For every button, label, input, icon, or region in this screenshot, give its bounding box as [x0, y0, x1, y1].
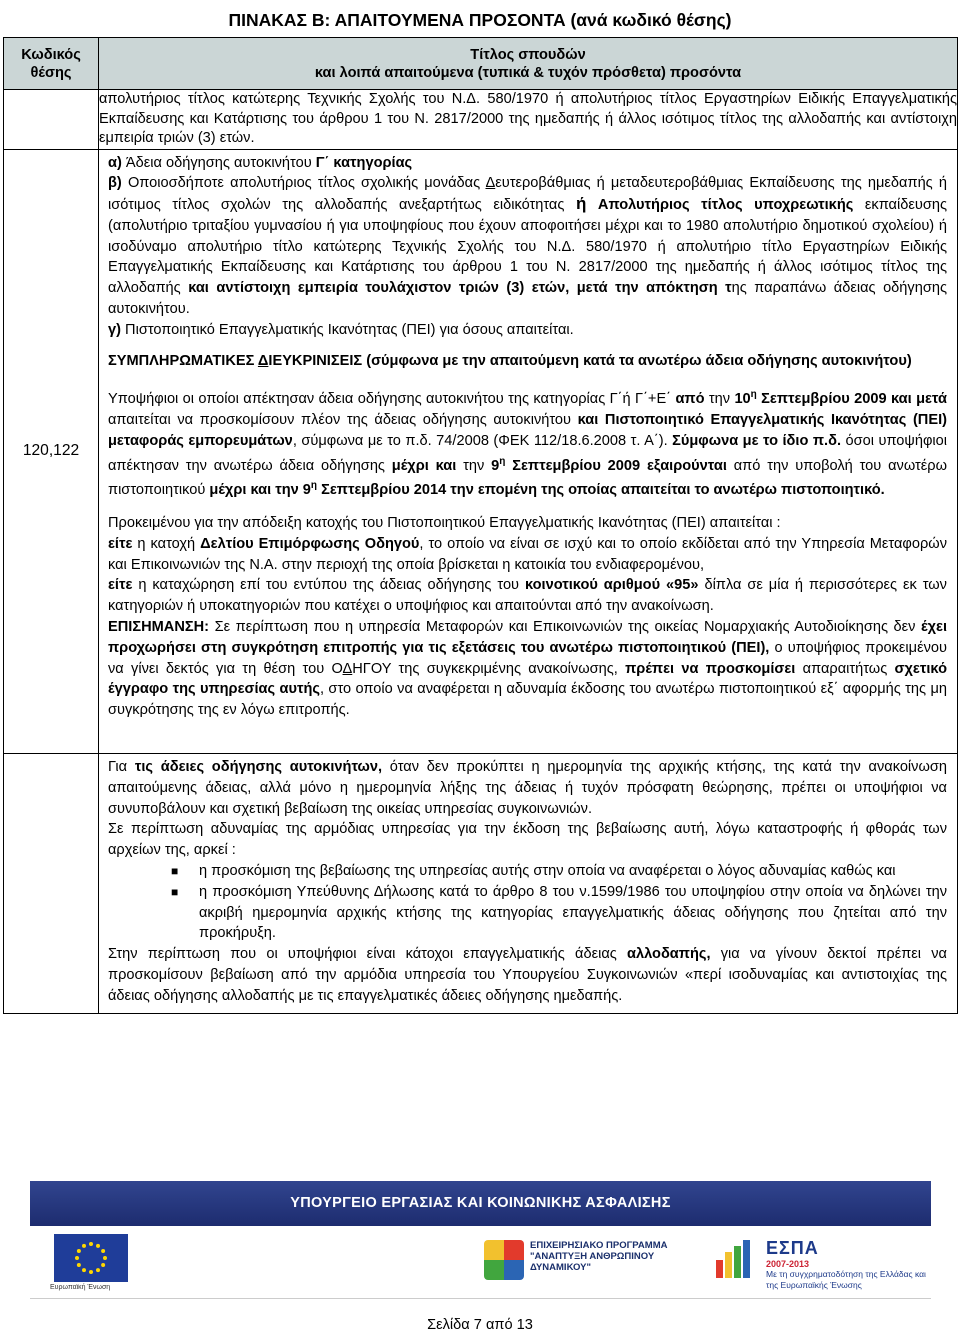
espa-text: [766, 1238, 926, 1291]
op-line1: ΕΠΙΧΕΙΡΗΣΙΑΚΟ ΠΡΟΓΡΑΜΜΑ: [530, 1240, 668, 1251]
footer-banner: [30, 1181, 931, 1298]
req-c: [108, 320, 947, 341]
p8-t2: για να γίνουν δεκτοί πρέπει να προσκομίσουν βεβαίωση από την αρμόδια υπηρεσία του Υπουργείου Συγκοινωνιών «περί ισοδυναμίας και αντιστοιχίας της άδειας οδήγησης αλλοδαπής με τις επαγγελματικές άδειες οδήγησης ημεδαπής.: [108, 946, 947, 1004]
req-b-or: ή: [575, 194, 587, 214]
p1-b10: Σεπτεμβρίου 2014 την επομένη της οποίας απαιτείται το ανωτέρω πιστοποιητικό.: [317, 482, 885, 499]
list-item: ■ η προσκόμιση Υπεύθυνης Δήλωσης κατά το άρθρο 8 του ν.1599/1986 του υποψηφίου στην οποία να δηλώνει την ακριβή ημερομηνία αρχικής κτήσης της κατηγορίας επαγγελματικής άδειας οδήγησης που ζητείται από την προκήρυξη.: [108, 882, 947, 944]
page-number: Σελίδα 7 από 13: [427, 1317, 533, 1333]
p1-b4: και Πιστοποιητικό Επαγγελματικής Ικανότητας (ΠΕΙ) μεταφοράς εμπορευμάτων: [108, 412, 947, 449]
espa-years: 2007-2013: [766, 1259, 810, 1269]
para-3: [108, 534, 947, 576]
p8-b1: αλλοδαπής,: [627, 946, 711, 963]
req-b: [108, 173, 947, 320]
p1-sup2: η: [499, 455, 506, 467]
eu-star: [96, 1268, 100, 1272]
text-cell-notes: [99, 754, 958, 1014]
bullet-list: [108, 861, 947, 944]
col-header-title-line2: και λοιπά απαιτούμενα (τυπικά & τυχόν πρόσθετα) προσόντα: [314, 64, 742, 81]
p5-b3: πρέπει να προσκομίσει: [625, 660, 796, 677]
para-7: Σε περίπτωση αδυναμίας της αρμόδιας υπηρεσίας για την έκδοση της βεβαίωσης αυτή, λόγω καταστροφής ή φθοράς των αρχείων της, αρκεί :: [108, 821, 947, 859]
p5-t4: απαραιτήτως: [795, 660, 895, 677]
req-b-label: β): [108, 175, 128, 192]
req-b-t3b: και αντίστοιχη εμπειρία τουλάχιστον τριών (3) ετών, μετά την απόκτηση τ: [188, 280, 732, 297]
req-a-cat: Γ΄ κατηγορίας: [315, 154, 413, 171]
eu-star: [96, 1244, 100, 1248]
eu-star: [89, 1270, 93, 1274]
espa-logo-icon: [714, 1236, 760, 1282]
p1-t4: , σύμφωνα με το π.δ. 74/2008 (ΦΕΚ 112/18.6.2008 τ. Α΄).: [292, 432, 673, 449]
p4-b1: είτε: [108, 577, 133, 594]
req-b-t1u: Δ: [485, 175, 496, 192]
p5-b2: έχει προχωρήσει στη συγκρότηση επιτροπής για τις εξετάσεις του ανωτέρω πιστοποιητικού (ΠΕΙ),: [108, 619, 947, 656]
req-c-label: γ): [108, 321, 126, 338]
supp-heading-1: ΣΥΜΠΛΗΡΩΜΑΤΙΚΕΣ: [108, 352, 258, 369]
req-a-text: Άδεια οδήγησης αυτοκινήτου: [125, 154, 316, 171]
req-a-label: α): [108, 154, 126, 171]
p1-t5: όσοι υποψήφιοι απέκτησαν την ανωτέρω άδεια οδήγησης: [108, 432, 948, 474]
p6-t2: όταν δεν προκύπτει η ημερομηνία της αρχικής κτήσης, της κατά την ανακοίνωση απαιτούμενης άδειας, αλλά μόνο η ημερομηνία λήξης της άδειας ή τυχόν πρόσφατη θεώρησης, πρέπει οι υποψήφιοι να συνυποβάλουν και σχετική βεβαίωση της οικείας υπηρεσίας συγκοινωνιών.: [108, 759, 947, 817]
p1-b8: Σεπτεμβρίου 2009 εξαιρούνται: [505, 457, 727, 474]
p1-b3: Σεπτεμβρίου 2009 και μετά: [756, 391, 947, 408]
table-row-previous: [4, 90, 958, 150]
p1-b6: μέχρι και: [391, 457, 457, 474]
p6-t1: Για: [108, 759, 135, 775]
p5-t2: ο υποψήφιος προκειμένου να γίνει δεκτός για τη θέση του Ο: [108, 639, 947, 677]
p8-t1: Στην περίπτωση που οι υποψήφιοι είναι κάτοχοι επαγγελματικής άδειας: [108, 946, 628, 963]
req-b-t2b: Απολυτήριος τίτλος υποχρεωτικής: [597, 197, 854, 214]
p1-b5: Σύμφωνα με το ίδιο π.δ.: [672, 432, 841, 449]
req-c-text: Πιστοποιητικό Επαγγελματικής Ικανότητας (ΠΕΙ) για όσους απαιτείται.: [125, 321, 574, 338]
p1-t1: Υποψήφιοι οι οποίοι απέκτησαν άδεια οδήγησης αυτοκινήτου της κατηγορίας Γ΄ή Γ΄+Ε΄: [108, 391, 676, 408]
code-cell-previous: [4, 90, 99, 150]
col-header-title-line1: Τίτλος σπουδών: [470, 46, 586, 63]
p1-sup3: η: [310, 480, 318, 492]
req-b-t3: ης παραπάνω άδειας οδήγησης αυτοκινήτου.: [108, 280, 947, 318]
p3-t1: η κατοχή: [132, 535, 201, 552]
code-cell: 120,122: [4, 149, 99, 754]
espa-tagline: Με τη συγχρηματοδότηση της Ελλάδας και της Ευρωπαϊκής Ένωσης: [766, 1269, 926, 1290]
p1-b2: 10: [734, 391, 751, 408]
ministry-banner: ΥΠΟΥΡΓΕΙΟ ΕΡΓΑΣΙΑΣ ΚΑΙ ΚΟΙΝΩΝΙΚΗΣ ΑΣΦΑΛΙΣΗΣ: [30, 1181, 931, 1226]
requirements-table: [3, 37, 958, 1014]
p5-t5: , στο οποίο να αναφέρεται η αδυναμία έκδοσης του ανωτέρω πιστοποιητικού εξ΄ αφορμής της μη συγκρότησης της εν λόγω επιτροπής.: [108, 681, 947, 719]
table-header-row: [4, 38, 958, 90]
para-2: Προκειμένου για την απόδειξη κατοχής του Πιστοποιητικού Επαγγελματικής Ικανότητας (ΠΕΙ) απαιτείται :: [108, 515, 781, 532]
eu-star: [82, 1268, 86, 1272]
operational-programme-text: [530, 1240, 690, 1273]
p5-t1: Σε περίπτωση που η υπηρεσία Μεταφορών και Επικοινωνιών της οικείας Νομαρχιακής Αυτοδιοίκησης δεν: [209, 619, 922, 636]
table-row: [4, 149, 958, 754]
supp-heading-2: ΙΕΥΚΡΙΝΙΣΕΙΣ (σύμφωνα με την απαιτούμενη κατά τα ανωτέρω άδεια οδήγησης αυτοκινήτου): [268, 352, 912, 369]
para-4: [108, 575, 947, 617]
p1-t6: την: [456, 457, 492, 474]
eu-star: [89, 1242, 93, 1246]
para-5: [108, 617, 947, 721]
col-header-code-line2: θέσης: [30, 64, 72, 81]
supp-heading: [108, 351, 947, 372]
eu-stars-icon: [71, 1238, 111, 1278]
eu-star: [101, 1249, 105, 1253]
text-cell-previous: [99, 90, 958, 150]
p5-u1: Δ: [342, 660, 353, 677]
p1-b9: μέχρι και την 9: [209, 482, 311, 499]
eu-flag-icon: [54, 1234, 128, 1282]
p4-b2: κοινοτικού αριθμού «95»: [524, 577, 699, 594]
p3-b2: Δελτίου Επιμόρφωσης Οδηγού: [200, 535, 420, 552]
para-8: [108, 944, 947, 1006]
req-b-t1b: ευτεροβάθμιας ή μεταδευτεροβάθμιας Εκπαίδευσης της ημεδαπής ή ισότιμος τίτλος σχολών της αλλοδαπής ανεξαρτήτως ειδικότητας: [108, 175, 947, 214]
p6-b1: τις άδειες οδήγησης αυτοκινήτων,: [134, 759, 383, 775]
eu-caption: Ευρωπαϊκή Ένωση: [50, 1284, 111, 1291]
req-a: [108, 153, 947, 174]
col-header-code-line1: Κωδικός: [21, 46, 81, 63]
eu-star: [77, 1263, 81, 1267]
espa-name: ΕΣΠΑ: [766, 1238, 819, 1258]
p1-b7: 9: [491, 457, 500, 474]
page-title: ΠΙΝΑΚΑΣ Β: ΑΠΑΙΤΟΥΜΕΝΑ ΠΡΟΣΟΝΤΑ (ανά κωδικό θέσης): [228, 10, 732, 30]
p3-b1: είτε: [108, 535, 133, 552]
p1-t7: από την υποβολή του ανωτέρω πιστοποιητικού: [108, 457, 947, 499]
table-row-notes: [4, 754, 958, 1014]
col-header-code: [4, 38, 99, 90]
p1-t3: απαιτείται να προσκομίσουν πλέον της άδειας οδήγησης αυτοκινήτου: [108, 412, 578, 429]
supp-heading-u: Δ: [257, 352, 269, 369]
eu-star: [75, 1256, 79, 1260]
para-1: [108, 385, 947, 501]
p1-t2: την: [704, 391, 735, 408]
col-header-title: [99, 38, 958, 90]
p5-b4: σχετικό έγγραφο της υπηρεσίας αυτής: [108, 660, 947, 698]
p1-b1: από: [675, 391, 705, 408]
req-b-t1: Οποιοσδήποτε απολυτήριος τίτλος σχολικής μονάδας: [127, 175, 486, 192]
p5-t3: ΗΓΟΥ της συγκεκριμένης ανακοίνωσης,: [352, 660, 626, 677]
p5-b1: ΕΠΙΣΗΜΑΝΣΗ:: [108, 619, 210, 636]
eu-star: [101, 1263, 105, 1267]
para-6: [108, 757, 947, 819]
eu-star: [77, 1249, 81, 1253]
p4-t1: η καταχώρηση επί του εντύπου της άδειας οδήγησης του: [132, 577, 525, 594]
eu-star: [103, 1256, 107, 1260]
text-cell: [99, 149, 958, 754]
p4-t2: δίπλα σε μία ή περισσότερες εκ των κατηγοριών ή υποκατηγοριών που κατέχει ο υποψήφιος και απαιτούνται από την ανακοίνωση.: [108, 577, 947, 615]
req-b-t2: εκπαίδευσης (απολυτήριο τριταξίου γυμνασίου ή για υποψηφίους που έχουν αποφοιτήσει μέχρι και το 1980 απολυτήριο δημοτικού σχολείου) ή ισοδύναμο απολυτήριο τίτλο κατώτερης Τεχνικής Σχολής του Ν.Δ. 580/1970 ή απολυτήριο τίτλο Εργαστηρίων Ειδικής Επαγγελματικής Εκπαίδευσης και Κατάρτισης του άρθρου 1 του Ν. 2817/2000 της ημεδαπής ή άλλος ισότιμος τίτλος της αλλοδαπής: [108, 197, 947, 297]
eu-star: [82, 1244, 86, 1248]
p1-sup1: η: [750, 389, 757, 401]
logos-strip: [30, 1226, 931, 1299]
prev-text: απολυτήριος τίτλος κατώτερης Τεχνικής Σχολής του Ν.Δ. 580/1970 ή απολυτήριος τίτλος Εργαστηρίων Ειδικής Επαγγελματικής Εκπαίδευσης και Κατάρτισης του άρθρου 1 του Ν. 2817/2000 της ημεδαπής ή άλλος ισότιμος τίτλος της αλλοδαπής και αντίστοιχη εμπειρία τριών (3) ετών.: [99, 91, 957, 146]
list-item: ■ η προσκόμιση της βεβαίωσης της υπηρεσίας αυτής στην οποία να αναφέρεται ο λόγος αδυναμίας καθώς και: [108, 861, 947, 882]
op-line2: "ΑΝΑΠΤΥΞΗ ΑΝΘΡΩΠΙΝΟΥ ΔΥΝΑΜΙΚΟΥ": [530, 1251, 655, 1273]
operational-programme-logo-icon: [484, 1240, 524, 1280]
code-cell-notes: [4, 754, 99, 1014]
p3-t2: , το οποίο να είναι σε ισχύ και το οποίο εκδίδεται από την Υπηρεσία Μεταφορών και Επικοινωνιών της Ν.Α. στην περιοχή της οποία βρίσκεται η κατοικία του ενδιαφερομένου,: [108, 535, 947, 573]
